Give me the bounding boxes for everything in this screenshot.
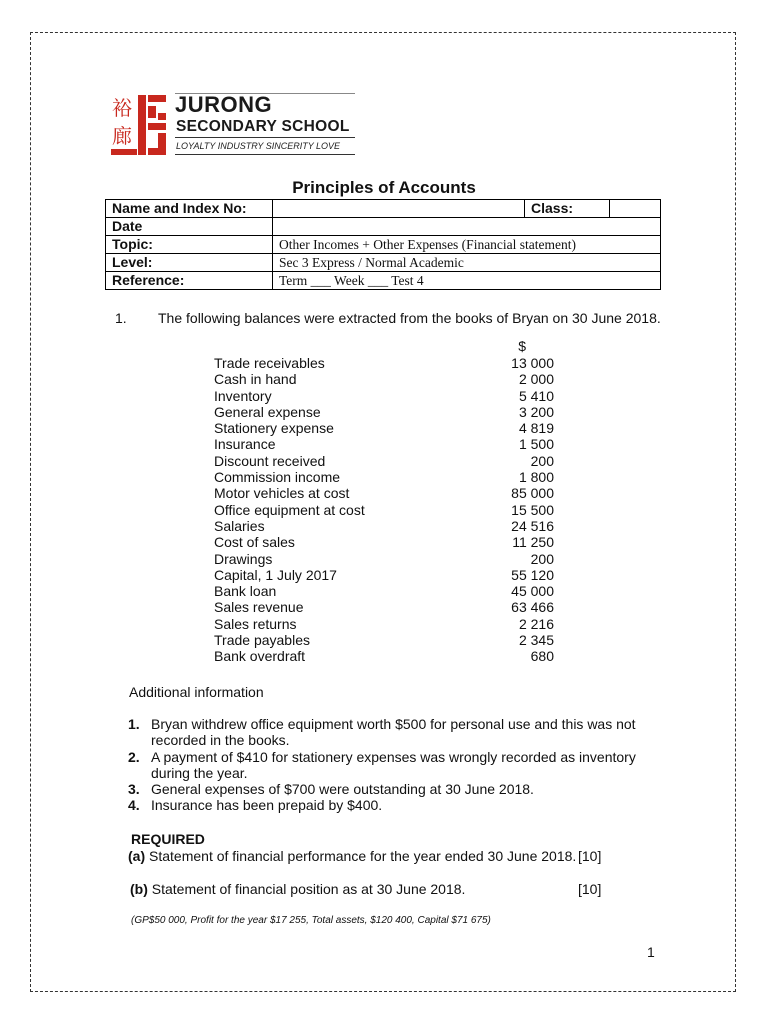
note-number: 1.: [128, 716, 140, 732]
school-motto: LOYALTY INDUSTRY SINCERITY LOVE: [176, 141, 341, 151]
balance-amount: 2 345: [518, 632, 554, 649]
school-crest-icon: [111, 93, 169, 157]
question-number: 1.: [115, 310, 127, 326]
balance-amount: 2 000: [518, 371, 554, 388]
reference-value: Term ___ Week ___ Test 4: [273, 272, 661, 290]
balance-item: Trade payables: [214, 632, 310, 649]
class-label: Class:: [525, 200, 610, 218]
part-a: [128, 848, 576, 864]
balance-amount: 200: [530, 550, 554, 567]
balance-amount: 13 000: [511, 355, 554, 371]
level-value: Sec 3 Express / Normal Academic: [273, 254, 661, 272]
list-item: [128, 716, 648, 749]
svg-text:廊: 廊: [112, 124, 132, 148]
table-row: [214, 371, 554, 387]
balances-list: [214, 338, 554, 665]
table-row: [214, 469, 554, 485]
balance-amount: 3 200: [518, 403, 554, 420]
list-item: [128, 781, 648, 797]
note-text: Insurance has been prepaid by $400.: [151, 797, 383, 814]
balance-amount: 680: [530, 648, 554, 665]
balance-amount: 24 516: [511, 517, 554, 534]
balance-amount: 85 000: [511, 485, 554, 502]
balance-item: Inventory: [214, 387, 272, 404]
balance-amount: 1 500: [518, 436, 554, 453]
part-a-text: Statement of financial performance for the year ended 30 June 2018.: [149, 848, 577, 864]
name-label: Name and Index No:: [106, 200, 273, 218]
note-text: Bryan withdrew office equipment worth $500 for personal use and this was not recorded in the books.: [151, 716, 636, 749]
level-label: Level:: [106, 254, 273, 272]
part-a-marks: [10]: [578, 848, 602, 864]
table-row: [214, 616, 554, 632]
table-row: [214, 551, 554, 567]
table-row: [214, 502, 554, 518]
svg-text:裕: 裕: [112, 96, 132, 120]
additional-info-title: Additional information: [129, 684, 264, 700]
reference-label: Reference:: [106, 272, 273, 290]
date-field[interactable]: [273, 218, 661, 236]
balance-item: Drawings: [214, 550, 273, 567]
balance-item: Commission income: [214, 469, 341, 486]
note-number: 3.: [128, 781, 140, 798]
answer-hint: (GP$50 000, Profit for the year $17 255, Total assets, $120 400, Capital $71 675): [131, 915, 491, 926]
page-title: Principles of Accounts: [292, 178, 476, 197]
part-b-text: Statement of financial position as at 30 June 2018.: [151, 881, 466, 897]
balance-item: Capital, 1 July 2017: [214, 566, 337, 583]
table-row: [214, 599, 554, 615]
table-row: [214, 567, 554, 583]
class-field[interactable]: [610, 200, 661, 218]
balance-amount: 55 120: [511, 566, 554, 583]
table-row: [214, 355, 554, 371]
note-text: General expenses of $700 were outstanding at 30 June 2018.: [151, 781, 534, 798]
table-row: [214, 388, 554, 404]
name-field[interactable]: [273, 200, 525, 218]
date-label: Date: [106, 218, 273, 236]
school-logo: [111, 93, 357, 157]
topic-value: Other Incomes + Other Expenses (Financial statement): [273, 236, 661, 254]
part-a-label: (a): [128, 848, 146, 864]
school-type: SECONDARY SCHOOL: [176, 118, 350, 135]
table-row: [214, 420, 554, 436]
table-row: [214, 518, 554, 534]
balance-amount: 5 410: [518, 387, 554, 404]
table-row: [214, 583, 554, 599]
list-item: [128, 797, 648, 813]
balance-amount: 45 000: [511, 583, 554, 600]
table-row: [214, 453, 554, 469]
balance-item: Motor vehicles at cost: [214, 485, 350, 502]
part-b: [130, 881, 465, 897]
balance-item: Bank overdraft: [214, 648, 306, 665]
logo-rule: [175, 137, 355, 138]
balance-item: Discount received: [214, 452, 326, 469]
question-text: The following balances were extracted from the books of Bryan on 30 June 2018.: [158, 310, 661, 326]
note-text: A payment of $410 for stationery expenses was wrongly recorded as inventory during the year.: [151, 748, 636, 781]
table-row: [214, 485, 554, 501]
school-name: JURONG: [175, 92, 273, 117]
table-row: [214, 404, 554, 420]
balance-item: Office equipment at cost: [214, 501, 365, 518]
currency-header: $: [518, 338, 526, 354]
balance-amount: 15 500: [511, 501, 554, 518]
balance-item: Sales revenue: [214, 599, 304, 616]
notes-list: [128, 716, 648, 814]
balance-item: Bank loan: [214, 583, 277, 600]
balance-amount: 1 800: [518, 469, 554, 486]
page-number: 1: [647, 944, 655, 960]
balance-item: General expense: [214, 403, 321, 420]
balance-item: Trade receivables: [214, 355, 325, 371]
part-b-label: (b): [130, 881, 148, 897]
table-row: [214, 648, 554, 664]
balance-item: Cost of sales: [214, 534, 295, 551]
balance-item: Salaries: [214, 517, 265, 534]
balance-item: Insurance: [214, 436, 276, 453]
balance-amount: 200: [530, 452, 554, 469]
topic-label: Topic:: [106, 236, 273, 254]
balance-item: Stationery expense: [214, 420, 334, 437]
balance-item: Sales returns: [214, 615, 297, 632]
table-row: [214, 436, 554, 452]
table-row: [214, 632, 554, 648]
logo-rule: [175, 154, 355, 155]
part-b-marks: [10]: [578, 881, 602, 897]
note-number: 4.: [128, 797, 140, 814]
info-table: [105, 199, 661, 290]
required-heading: REQUIRED: [131, 831, 205, 847]
list-item: [128, 749, 648, 782]
balance-item: Cash in hand: [214, 371, 297, 388]
balance-amount: 4 819: [518, 420, 554, 437]
balance-amount: 63 466: [511, 599, 554, 616]
table-row: [214, 534, 554, 550]
note-number: 2.: [128, 748, 140, 765]
balance-amount: 11 250: [512, 534, 554, 551]
balance-amount: 2 216: [518, 615, 554, 632]
